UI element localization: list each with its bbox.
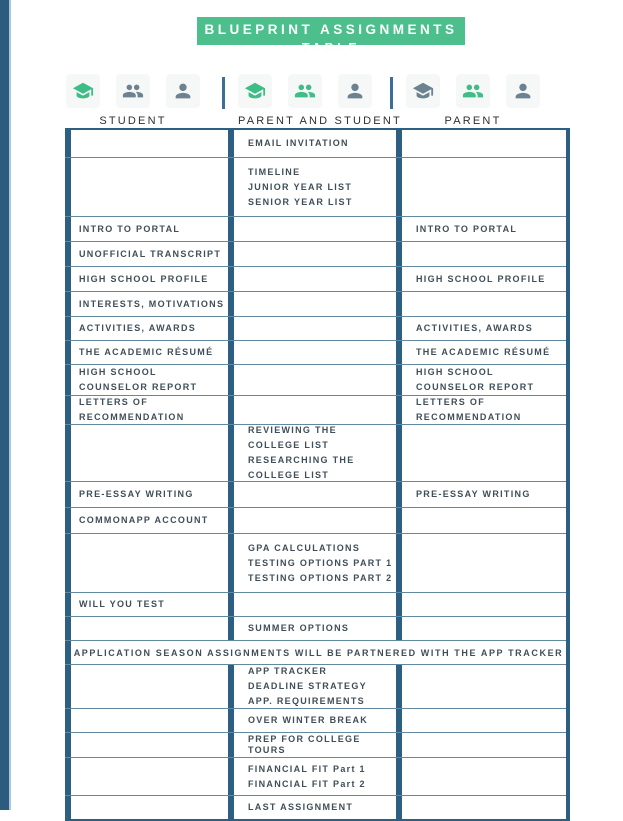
assignment-label: TESTING OPTIONS PART 1 bbox=[248, 557, 393, 568]
table-cell bbox=[65, 365, 228, 395]
page-title: BLUEPRINT ASSIGNMENTS bbox=[204, 22, 458, 37]
table-cell bbox=[396, 242, 566, 266]
assignment-label: OVER WINTER BREAK bbox=[248, 715, 369, 725]
table-cell bbox=[228, 534, 396, 592]
person-icon bbox=[506, 74, 540, 108]
table-cell bbox=[396, 733, 566, 757]
table-cell bbox=[228, 758, 396, 795]
table-cell bbox=[228, 665, 396, 708]
table-cell bbox=[65, 482, 228, 507]
table-cell bbox=[396, 317, 566, 340]
legend-group-parent-and-student bbox=[238, 74, 402, 127]
table-row bbox=[65, 365, 566, 396]
assignment-label: COUNSELOR REPORT bbox=[79, 382, 198, 392]
table-cell bbox=[228, 341, 396, 364]
assignment-label: HIGH SCHOOL PROFILE bbox=[416, 273, 546, 284]
table-cell bbox=[65, 242, 228, 266]
assignment-label: THE ACADEMIC RÉSUMÉ bbox=[416, 347, 551, 357]
table-cell bbox=[396, 396, 566, 424]
table-cell bbox=[396, 617, 566, 640]
table-cell bbox=[396, 341, 566, 364]
table-cell bbox=[396, 158, 566, 216]
table-cell bbox=[65, 341, 228, 364]
table-cell bbox=[396, 267, 566, 291]
table-cell bbox=[65, 665, 228, 708]
assignment-label: EMAIL INVITATION bbox=[248, 138, 349, 148]
table-cell bbox=[228, 709, 396, 732]
table-row bbox=[65, 534, 566, 593]
table-row bbox=[65, 593, 566, 617]
table-cell bbox=[65, 217, 228, 241]
table-cell bbox=[65, 267, 228, 291]
table-cell bbox=[396, 534, 566, 592]
table-cell bbox=[65, 733, 228, 757]
table-cell bbox=[228, 482, 396, 507]
table-cell bbox=[228, 733, 396, 757]
table-cell bbox=[228, 292, 396, 316]
table-cell bbox=[396, 217, 566, 241]
assignment-label: APP. REQUIREMENTS bbox=[248, 696, 365, 706]
two-person-icon bbox=[288, 74, 322, 108]
column-role-label: STUDENT bbox=[99, 115, 167, 127]
table-row bbox=[65, 217, 566, 242]
table-cell bbox=[228, 217, 396, 241]
table-cell bbox=[228, 365, 396, 395]
assignment-label: FINANCIAL FIT Part 2 bbox=[248, 778, 366, 789]
assignment-label: SENIOR YEAR LIST bbox=[248, 196, 353, 207]
table-cell bbox=[65, 425, 228, 481]
table-cell bbox=[396, 292, 566, 316]
assignment-label: INTRO TO PORTAL bbox=[79, 223, 181, 234]
assignment-label: HIGH SCHOOL bbox=[416, 367, 494, 377]
table-row bbox=[65, 617, 566, 641]
assignment-label: COMMONAPP ACCOUNT bbox=[79, 515, 209, 525]
table-cell bbox=[65, 534, 228, 592]
assignment-label: INTERESTS, MOTIVATIONS bbox=[79, 298, 225, 309]
table-row bbox=[65, 425, 566, 482]
assignment-label: RECOMMENDATION bbox=[79, 412, 185, 422]
assignment-label: COLLEGE LIST bbox=[248, 440, 330, 450]
table-row bbox=[65, 341, 566, 365]
table-cell bbox=[65, 508, 228, 533]
graduation-cap-icon bbox=[66, 74, 100, 108]
table-cell bbox=[396, 508, 566, 533]
table-cell bbox=[65, 396, 228, 424]
group-divider bbox=[390, 77, 393, 109]
table-cell bbox=[65, 292, 228, 316]
table-cell bbox=[65, 709, 228, 732]
table-row bbox=[65, 317, 566, 341]
table-row bbox=[65, 396, 566, 425]
table-cell bbox=[396, 130, 566, 157]
two-person-icon bbox=[456, 74, 490, 108]
table-cell bbox=[65, 796, 228, 819]
table-row bbox=[65, 482, 566, 508]
table-cell bbox=[228, 617, 396, 640]
assignment-label: ACTIVITIES, AWARDS bbox=[416, 323, 534, 333]
assignment-label: RESEARCHING THE bbox=[248, 455, 355, 465]
table-row bbox=[65, 158, 566, 217]
page-subtitle-clipped: TABLE bbox=[301, 41, 361, 55]
assignment-label: HIGH SCHOOL PROFILE bbox=[79, 273, 209, 284]
assignment-label: PREP FOR COLLEGE TOURS bbox=[248, 734, 361, 755]
group-divider bbox=[222, 77, 225, 109]
table-cell bbox=[228, 796, 396, 819]
assignment-label: SUMMER OPTIONS bbox=[248, 623, 350, 633]
assignment-label: PRE-ESSAY WRITING bbox=[79, 489, 194, 499]
table-row bbox=[65, 130, 566, 158]
title-banner bbox=[197, 17, 465, 55]
table-cell bbox=[396, 425, 566, 481]
table-row bbox=[65, 508, 566, 534]
table-row bbox=[65, 641, 566, 665]
assignment-label: INTRO TO PORTAL bbox=[416, 223, 518, 234]
table-cell bbox=[396, 758, 566, 795]
legend-group-parent bbox=[406, 74, 540, 127]
page-edge-bar bbox=[0, 0, 11, 810]
table-cell bbox=[228, 267, 396, 291]
table-cell bbox=[396, 365, 566, 395]
table-cell bbox=[65, 617, 228, 640]
assignment-label: LETTERS OF bbox=[416, 397, 485, 407]
table-row bbox=[65, 758, 566, 796]
assignment-label: HIGH SCHOOL bbox=[79, 367, 157, 377]
table-cell bbox=[228, 317, 396, 340]
table-cell bbox=[65, 130, 228, 157]
assignment-label: LETTERS OF bbox=[79, 397, 148, 407]
table-cell bbox=[228, 508, 396, 533]
column-role-label: PARENT AND STUDENT bbox=[238, 115, 402, 127]
assignment-label: LAST ASSIGNMENT bbox=[248, 802, 354, 812]
assignment-label: WILL YOU TEST bbox=[79, 599, 166, 609]
assignment-label: UNOFFICIAL TRANSCRIPT bbox=[79, 248, 222, 259]
table-cell bbox=[396, 665, 566, 708]
table-row bbox=[65, 242, 566, 267]
assignments-table bbox=[65, 128, 570, 821]
table-row bbox=[65, 665, 566, 709]
column-role-label: PARENT bbox=[444, 115, 502, 127]
assignment-label: REVIEWING THE bbox=[248, 425, 337, 435]
table-cell bbox=[396, 709, 566, 732]
table-cell bbox=[228, 130, 396, 157]
table-cell bbox=[65, 593, 228, 616]
table-cell bbox=[228, 593, 396, 616]
table-row bbox=[65, 267, 566, 292]
person-icon bbox=[338, 74, 372, 108]
table-cell bbox=[228, 158, 396, 216]
graduation-cap-icon bbox=[238, 74, 272, 108]
person-icon bbox=[166, 74, 200, 108]
assignment-label: JUNIOR YEAR LIST bbox=[248, 181, 353, 192]
assignment-label: PRE-ESSAY WRITING bbox=[416, 489, 531, 499]
table-row bbox=[65, 709, 566, 733]
table-row bbox=[65, 733, 566, 758]
assignment-label: THE ACADEMIC RÉSUMÉ bbox=[79, 347, 214, 357]
assignment-label: APP TRACKER bbox=[248, 666, 328, 676]
table-row bbox=[65, 292, 566, 317]
graduation-cap-icon bbox=[406, 74, 440, 108]
table-full-width-note: APPLICATION SEASON ASSIGNMENTS WILL BE PARTNERED WITH THE APP TRACKER bbox=[65, 641, 566, 664]
table-cell bbox=[228, 242, 396, 266]
assignment-label: GPA CALCULATIONS bbox=[248, 542, 361, 553]
table-cell bbox=[65, 158, 228, 216]
assignment-label: FINANCIAL FIT Part 1 bbox=[248, 763, 366, 774]
assignment-label: DEADLINE STRATEGY bbox=[248, 681, 367, 691]
table-cell bbox=[65, 317, 228, 340]
table-cell bbox=[65, 758, 228, 795]
legend-group-student bbox=[66, 74, 200, 127]
assignment-label: COLLEGE LIST bbox=[248, 470, 330, 480]
assignment-label: TESTING OPTIONS PART 2 bbox=[248, 572, 393, 583]
table-cell bbox=[228, 425, 396, 481]
assignment-label: RECOMMENDATION bbox=[416, 412, 522, 422]
assignment-label: ACTIVITIES, AWARDS bbox=[79, 323, 197, 333]
table-cell bbox=[396, 482, 566, 507]
table-cell bbox=[396, 593, 566, 616]
assignment-label: TIMELINE bbox=[248, 166, 301, 177]
assignment-label: COUNSELOR REPORT bbox=[416, 382, 535, 392]
table-cell bbox=[228, 396, 396, 424]
table-cell bbox=[396, 796, 566, 819]
table-row bbox=[65, 796, 566, 819]
two-person-icon bbox=[116, 74, 150, 108]
